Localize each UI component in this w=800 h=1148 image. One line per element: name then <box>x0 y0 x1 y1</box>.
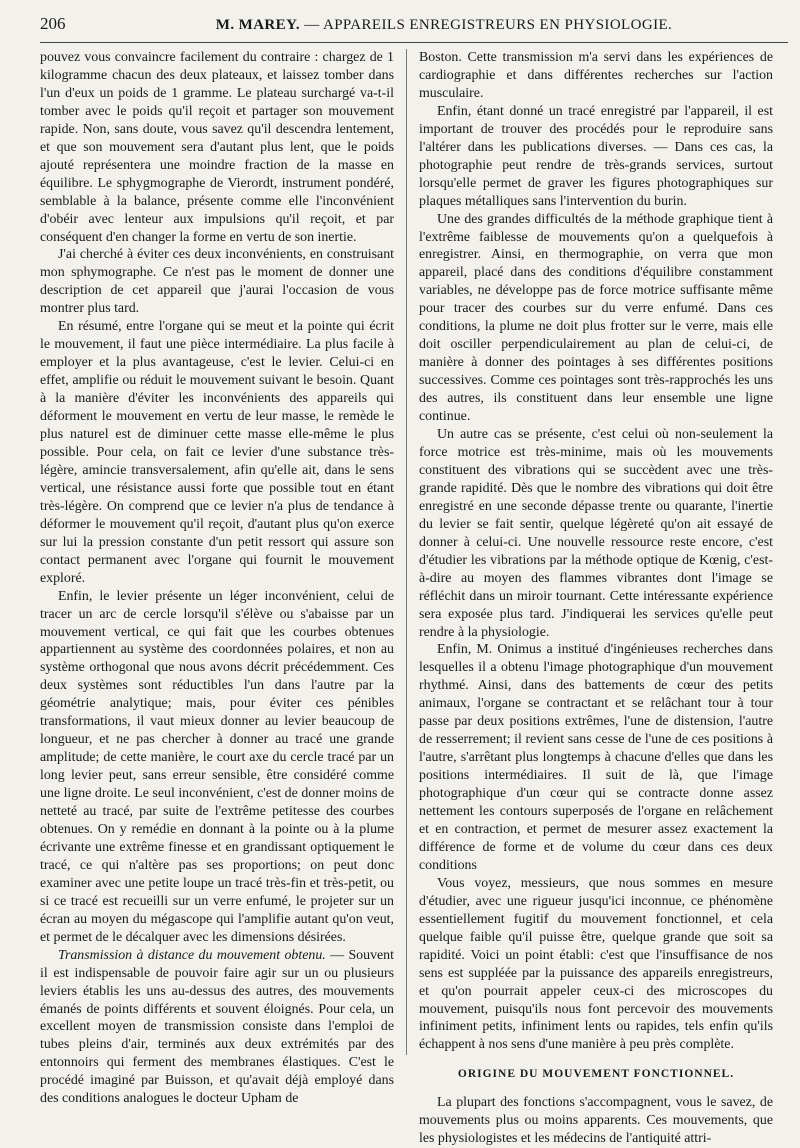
paragraph: La plupart des fonctions s'accompagnent, vous le savez, de mouvements plus ou moins apparents. Ces mouvements, que les physiologistes et les médecins de l'antiquité attri- <box>419 1095 773 1147</box>
subsection-text: — Souvent il est indispensable de pouvoir faire agir sur un ou plusieurs leviers établis les uns au-dessus des autres, des mouvements émanés de points différents et souvent éloignés. Pour cela, un excellent moyen de transmission consiste dans l'emploi de tubes pleins d'air, terminés aux deux extrémités par des entonnoirs qui ferment des membranes élastiques. C'est le procédé imaginé par Buisson, et qu'avait déjà employé dans des conditions analogues le docteur Upham de <box>40 947 394 1107</box>
article-title: — APPAREILS ENREGISTREURS EN PHYSIOLOGIE. <box>304 17 673 33</box>
paragraph <box>40 947 394 1109</box>
page-number: 206 <box>40 14 66 33</box>
author-name: M. MAREY. <box>215 17 301 33</box>
paragraph: En résumé, entre l'organe qui se meut et la pointe qui écrit le mouvement, il faut une pièce intermédiaire. La plus facile à employer et la plus avantageuse, c'est le levier. Celui-ci en effet, amplifie ou réduit le mouvement suivant le besoin. Quant à la manière d'éviter les inconvénients des appareils qui déforment le mouvement en vertu de leur masse, le remède le plus naturel est de diminuer cette masse elle-même le plus possible. Pour cela, on fait ce levier d'une substance très-légère, amincie transversalement, afin qu'elle ait, dans le sens vertical, une résistance aussi forte que possible tout en étant très-légère. On comprend que ce levier n'a plus de tendance à déformer le mouvement qu'il reçoit, d'autant plus qu'on exerce sur lui la pression constante d'un petit ressort qui assure son contact permanent avec l'organe qui fournit le mouvement exploré. <box>40 319 394 586</box>
page-header <box>40 14 788 43</box>
paragraph: Enfin, M. Onimus a institué d'ingénieuses recherches dans lesquelles il a obtenu l'image photographique d'un mouvement rhythmé. Ainsi, dans des battements de cœur des petits animaux, l'organe se contractant et se relâchant tour à tour passe par deux positions extrêmes, l'une de distension, l'autre de resserrement; il revient sans cesse de l'une de ces positions à l'autre, s'arrêtant plus longtemps à chacune d'elles que dans les positions intermédiaires. Il suit de là, que l'image photographique d'un cœur qui se contracte donne assez nettement les contours superposés de l'organe en relâchement et en contraction, et permet de mesurer assez exactement la différence de forme et de volume du cœur dans ces deux conditions <box>419 642 773 873</box>
paragraph: Enfin, étant donné un tracé enregistré par l'appareil, il est important de trouver des procédés pour le reproduire sans l'altérer dans les publications diverses. — Dans ces cas, la photographie peut rendre de très-grands services, surtout lorsqu'elle permet de graver les figures photographiques sur plaques métalliques sans l'intervention du burin. <box>419 103 773 209</box>
paragraph: J'ai cherché à éviter ces deux inconvénients, en construisant mon sphymographe. Ce n'est pas le moment de donner une description de cet appareil que j'aurai l'occasion de vous montrer plus tard. <box>40 247 394 317</box>
paragraph: Enfin, le levier présente un léger inconvénient, celui de tracer un arc de cercle lorsqu'il s'élève ou s'abaisse par un mouvement vertical, ce qui fait que les courbes obtenues appartiennent au système des coordonnées polaires, et non au système orthogonal que nous avons décrit précédemment. Ces deux systèmes sont réductibles l'un dans l'autre par la géométrie analytique; mais, pour éviter ces pénibles transformations, il vaut mieux donner au levier beaucoup de longueur, et ne pas chercher à donner au tracé une grande amplitude; de cette manière, le court axe du cercle tracé par un long levier peut, sans erreur sensible, être considéré comme une ligne droite. Le seul inconvénient, c'est de donner moins de netteté au tracé, par suite de l'extrême petitesse des courbes obtenues. On y remédie en donnant à la pointe ou à la plume écrivante une extrême finesse et en grandissant optiquement le tracé, ce qui n'altère pas ses proportions; on peut donc examiner avec une petite loupe un tracé très-fin et très-petit, ou si ce tracé est recueilli sur un verre enfumé, le projeter sur un écran au moyen du mégascope qui l'amplifie autant qu'on veut, et permet de le décalquer avec les dimensions désirées. <box>40 588 394 945</box>
paragraph: pouvez vous convaincre facilement du contraire : chargez de 1 kilogramme chacun des deux plateaux, et laissez tomber dans l'un d'eux un poids de 1 gramme. Le plateau surchargé va-t-il tomber avec le poids qu'il reçoit et partager son mouvement rapide. Non, sans doute, vous savez qu'il descendra lentement, et que son mouvement sera d'autant plus lent, que le poids ajouté représentera une moindre fraction de la masse en équilibre. Le sphygmographe de Vierordt, instrument pondéré, semblable à la balance, présente comme elle l'inconvénient d'obéir avec lenteur aux impulsions qu'il reçoit, et par conséquent d'en changer la forme en vertu de son inertie. <box>40 50 394 245</box>
right-column <box>419 49 773 1147</box>
paragraph: Un autre cas se présente, c'est celui où non-seulement la force motrice est très-minime, mais où les mouvements constituent des vibrations qui se succèdent avec une très-grande rapidité. Dès que le nombre des vibrations qui doit être enregistré en une seconde dépasse trente ou quarante, l'inertie du levier se fait sentir, quelque légèreté qu'on ait essayé de donner à celui-ci. Une nouvelle ressource reste encore, c'est d'étudier les vibrations par la méthode optique de Kœnig, c'est-à-dire au moyen des flammes vibrantes dont l'image se réfléchit dans un miroir tournant. Cette intéressante expérience sera exposée plus tard. J'indiquerai les services qu'elle peut rendre à la physiologie. <box>419 427 773 640</box>
two-column-body <box>40 49 788 1147</box>
paragraph: Boston. Cette transmission m'a servi dans les expériences de cardiographie et dans différentes recherches sur l'action musculaire. <box>419 50 773 101</box>
paragraph: Vous voyez, messieurs, que nous sommes en mesure d'étudier, avec une rigueur jusqu'ici inconnue, ce phénomène essentiellement fugitif du mouvement fonctionnel, et cela quelque faible qu'il puisse être, quelque grande que soit sa rapidité. Voici un point établi: c'est que l'insuffisance de nos sens est suppléée par la puissance des appareils enregistreurs, et qu'on pourrait appeler ceux-ci des microscopes du mouvement, puisqu'ils nous font percevoir des mouvements infiniment petits, infiniment lents ou rapides, tels enfin qu'ils échappent à nos sens d'une manière à peu près complète. <box>419 875 773 1053</box>
column-divider <box>406 49 407 1055</box>
left-column <box>40 49 406 1107</box>
subsection-heading: Transmission à distance du mouvement obtenu. <box>58 947 326 963</box>
running-title <box>100 17 788 34</box>
paragraph: Une des grandes difficultés de la méthode graphique tient à l'extrême faiblesse de mouvements qu'on a quelquefois à enregistrer. Ainsi, en thermographie, on verra que mon appareil, placé dans des conditions d'équilibre constamment variables, ne développe pas de force motrice suffisante même pour tracer des courbes sur du verre enfumé. Dans ces conditions, la plume ne doit plus frotter sur le verre, mais elle doit osciller perpendiculairement au plan de celui-ci, de manière à donner des pointages à ses différentes positions successives. Comme ces pointages sont très-rapprochés les uns des autres, ils constituent dans leur ensemble une ligne continue. <box>419 211 773 425</box>
section-heading: ORIGINE DU MOUVEMENT FONCTIONNEL. <box>457 1068 735 1081</box>
